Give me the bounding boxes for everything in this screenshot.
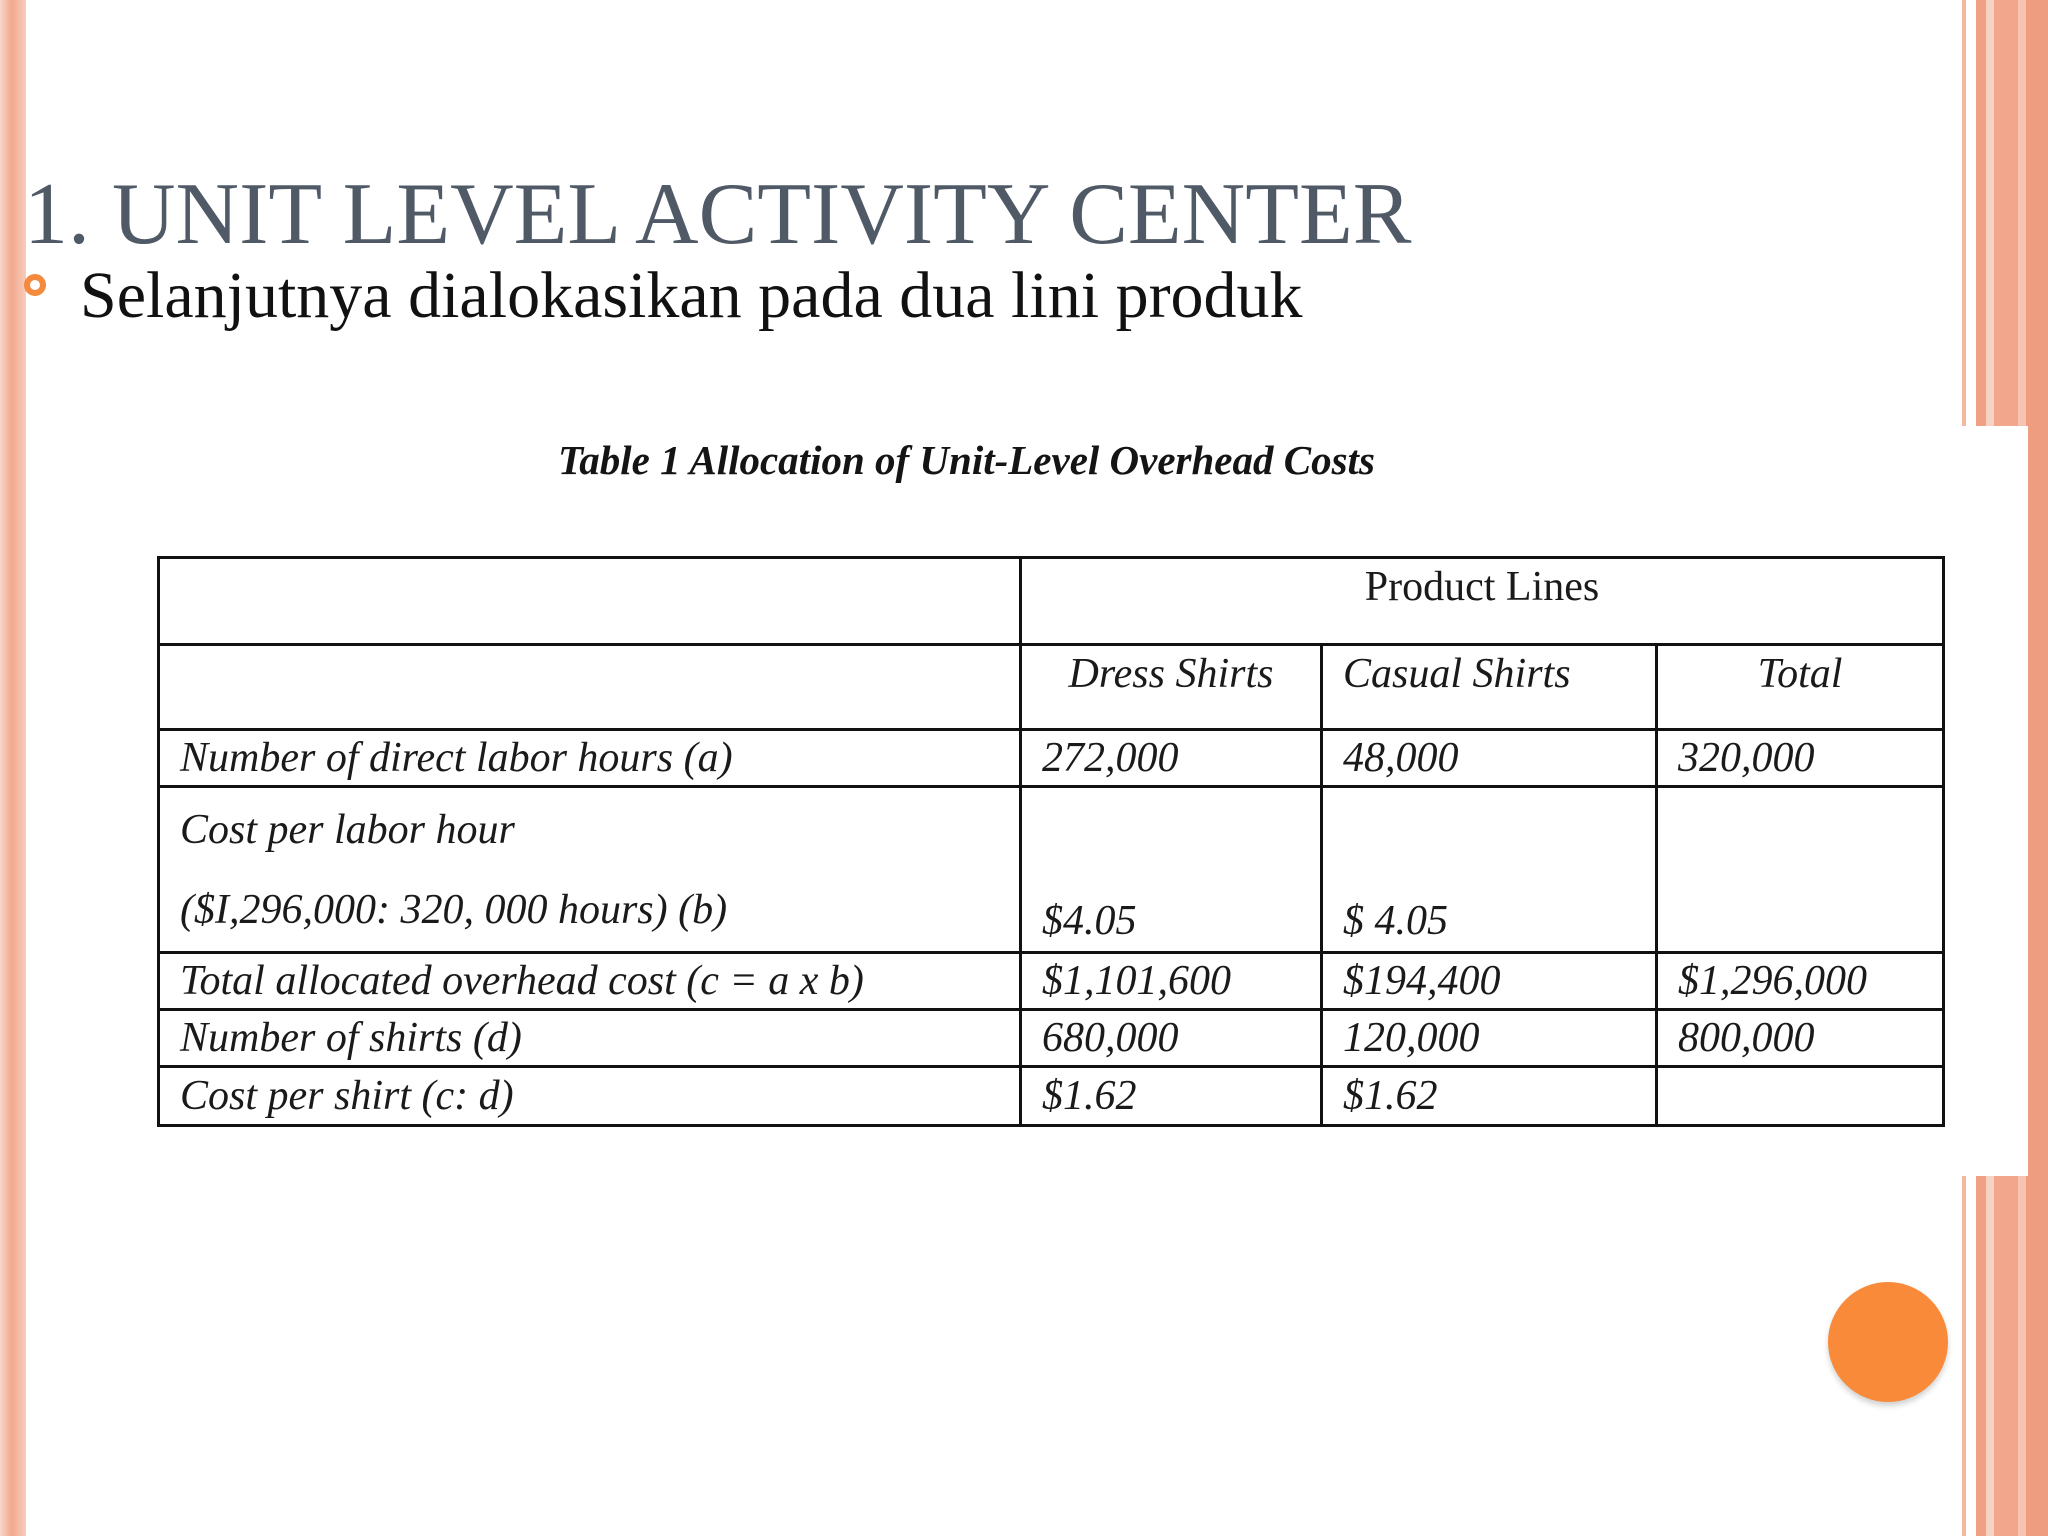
- cell-dress: 272,000: [1021, 730, 1322, 787]
- table-row: [159, 1067, 1944, 1126]
- table-row: [159, 787, 1944, 953]
- column-header-casual-shirts: Casual Shirts: [1322, 645, 1657, 730]
- left-decorative-border: [0, 0, 26, 1536]
- cell-total: [1657, 1067, 1944, 1126]
- column-header-total: Total: [1657, 645, 1944, 730]
- cell-total: [1657, 787, 1944, 953]
- table-row: [159, 1010, 1944, 1067]
- row-label: [159, 787, 1021, 953]
- row-label: Cost per shirt (c: d): [159, 1067, 1021, 1126]
- table-header-row: [159, 558, 1944, 645]
- bullet-text: Selanjutnya dialokasikan pada dua lini produk: [80, 259, 1303, 332]
- table-row: [159, 953, 1944, 1010]
- cell-dress: $1,101,600: [1021, 953, 1322, 1010]
- empty-header-cell: [159, 558, 1021, 645]
- cell-dress: $4.05: [1021, 787, 1322, 953]
- orange-circle-decoration: [1828, 1282, 1948, 1402]
- cell-casual: 48,000: [1322, 730, 1657, 787]
- column-header-dress-shirts: Dress Shirts: [1021, 645, 1322, 730]
- cell-casual: $1.62: [1322, 1067, 1657, 1126]
- cell-casual: $194,400: [1322, 953, 1657, 1010]
- cell-casual: 120,000: [1322, 1010, 1657, 1067]
- cell-total: 320,000: [1657, 730, 1944, 787]
- circle-bullet-icon: [24, 274, 46, 296]
- cell-dress: $1.62: [1021, 1067, 1322, 1126]
- cell-dress: 680,000: [1021, 1010, 1322, 1067]
- allocation-table: [157, 556, 1945, 1127]
- bullet-item: [24, 256, 1303, 336]
- row-label-line-1: Cost per labor hour: [180, 806, 515, 853]
- cell-total: $1,296,000: [1657, 953, 1944, 1010]
- row-label-line-2: ($I,296,000: 320, 000 hours) (b): [180, 886, 728, 933]
- cell-total: 800,000: [1657, 1010, 1944, 1067]
- row-label: Total allocated overhead cost (c = a x b): [159, 953, 1021, 1010]
- table-caption: Table 1 Allocation of Unit-Level Overhead Costs: [558, 437, 1375, 483]
- empty-subheader-cell: [159, 645, 1021, 730]
- row-label: Number of direct labor hours (a): [159, 730, 1021, 787]
- slide-title: 1. UNIT LEVEL ACTIVITY CENTER: [24, 166, 1412, 263]
- table-subheader-row: [159, 645, 1944, 730]
- cell-casual: $ 4.05: [1322, 787, 1657, 953]
- table-row: [159, 730, 1944, 787]
- row-label: Number of shirts (d): [159, 1010, 1021, 1067]
- product-lines-header: Product Lines: [1021, 558, 1944, 645]
